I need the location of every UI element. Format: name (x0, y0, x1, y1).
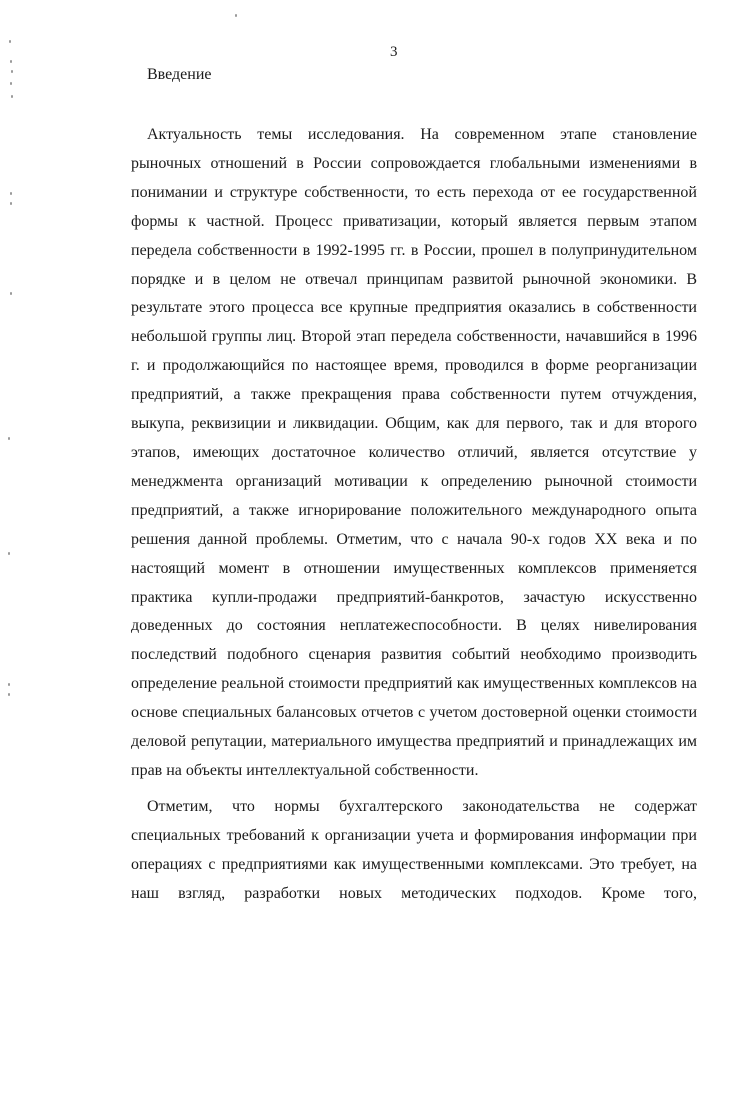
scan-mark (10, 82, 12, 85)
scan-mark (11, 70, 13, 73)
scan-mark (11, 95, 13, 98)
scan-mark (10, 292, 12, 295)
scan-mark (9, 40, 11, 43)
scan-mark (8, 552, 10, 555)
paragraph-2: Отметим, что нормы бухгалтерского законодательства не содержат специальных требований к организации учета и формирования информации при операциях с предприятиями как имущественными комплексами. Это требует, на наш взгляд, разработки новых методических подходов. Кроме того, (131, 797, 697, 902)
scan-mark (8, 437, 10, 440)
section-heading: Введение (147, 66, 212, 83)
scan-mark (10, 192, 12, 195)
scan-mark (8, 683, 10, 686)
page-number: 3 (390, 44, 398, 60)
paragraph-1: Актуальность темы исследования. На современном этапе становление рыночных отношений в России сопровождается глобальными изменениями в понимании и структуре собственности, то есть перехода от ее государственной формы к частной. Процесс приватизации, который является первым этапом передела собственности в 1992-1995 гг. в России, прошел в полупринудительном порядке и в целом не отвечал принципам развитой рыночной экономики. В результате этого процесса все крупные предприятия оказались в собственности небольшой группы лиц. Второй этап передела собственности, начавшийся в 1996 г. и продолжающийся по настоящее время, проводился в форме реорганизации предприятий, а также прекращения права собственности путем отчуждения, выкупа, реквизиции и ликвидации. Общим, как для первого, так и для второго этапов, имеющих достаточное количество отличий, является отсутствие у менеджмента организаций мотивации к определению рыночной стоимости предприятий, а также игнорирование положительного международного опыта решения данной проблемы. Отметим, что с начала 90-х годов XX века и по настоящий момент в отношении имущественных комплексов применяется практика купли-продажи предприятий-банкротов, зачастую искусственно доведенных до состояния неплатежеспособности. В целях нивелирования последствий подобного сценария развития событий необходимо производить определение реальной стоимости предприятий как имущественных комплексов на основе специальных балансовых отчетов с учетом достоверной оценки стоимости деловой репутации, материального имущества предприятий и принадлежащих им прав на объекты интеллектуальной собственности. (131, 126, 697, 779)
body-text (131, 121, 697, 908)
scan-mark (10, 60, 12, 63)
scan-mark (8, 693, 10, 696)
scan-mark (235, 14, 237, 17)
scan-mark (10, 202, 12, 205)
